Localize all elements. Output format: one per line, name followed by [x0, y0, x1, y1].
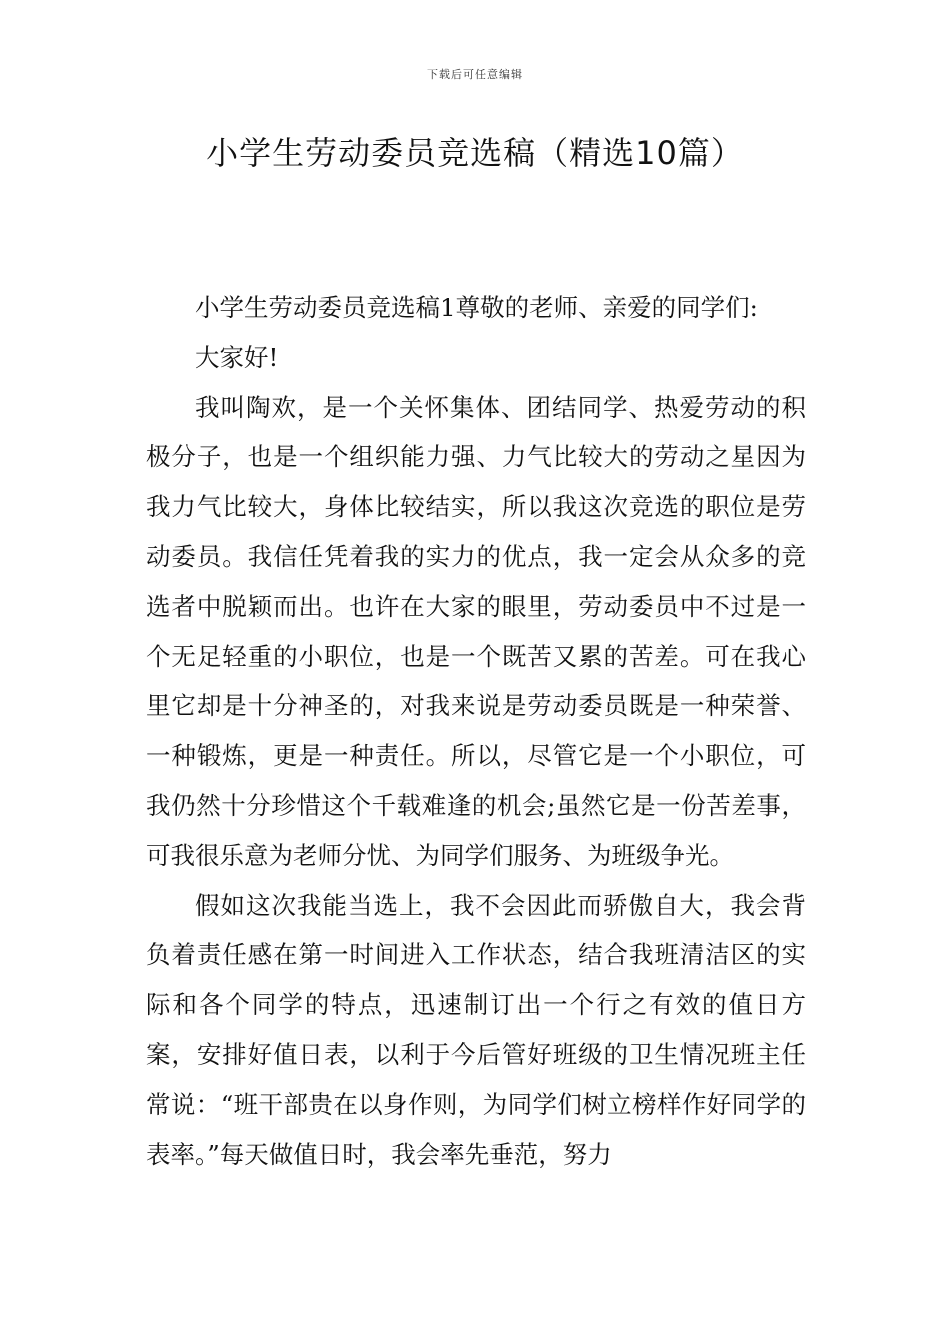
- paragraph-greeting: 小学生劳动委员竞选稿1尊敬的老师、亲爱的同学们:: [195, 293, 758, 322]
- document-body: [146, 283, 806, 1179]
- document-title: 小学生劳动委员竞选稿（精选10篇）: [206, 134, 744, 172]
- paragraph-introduction: 我叫陶欢，是一个关怀集体、团结同学、热爱劳动的积极分子，也是一个组织能力强、力气比较大的劳动之星因为我力气比较大，身体比较结实，所以我这次竞选的职位是劳动委员。我信任凭着我的实力的优点，我一定会从众多的竞选者中脱颖而出。也许在大家的眼里，劳动委员中不过是一个无足轻重的小职位，也是一个既苦又累的苦差。可在我心里它却是十分神圣的，对我来说是劳动委员既是一种荣誉、一种锻炼，更是一种责任。所以，尽管它是一个小职位，可我仍然十分珍惜这个千载难逢的机会;虽然它是一份苦差事，可我很乐意为老师分忧、为同学们服务、为班级争光。: [146, 392, 806, 870]
- paragraph-hello: 大家好!: [195, 342, 279, 372]
- paragraph-plan: 假如这次我能当选上，我不会因此而骄傲自大，我会背负着责任感在第一时间进入工作状态，结合我班清洁区的实际和各个同学的特点，迅速制订出一个行之有效的值日方案，安排好值日表，以利于今后管好班级的卫生情况班主任常说：“班干部贵在以身作则，为同学们树立榜样作好同学的表率。”每天做值日时，我会率先垂范，努力: [146, 890, 806, 1169]
- header-note: 下载后可任意编辑: [427, 68, 523, 81]
